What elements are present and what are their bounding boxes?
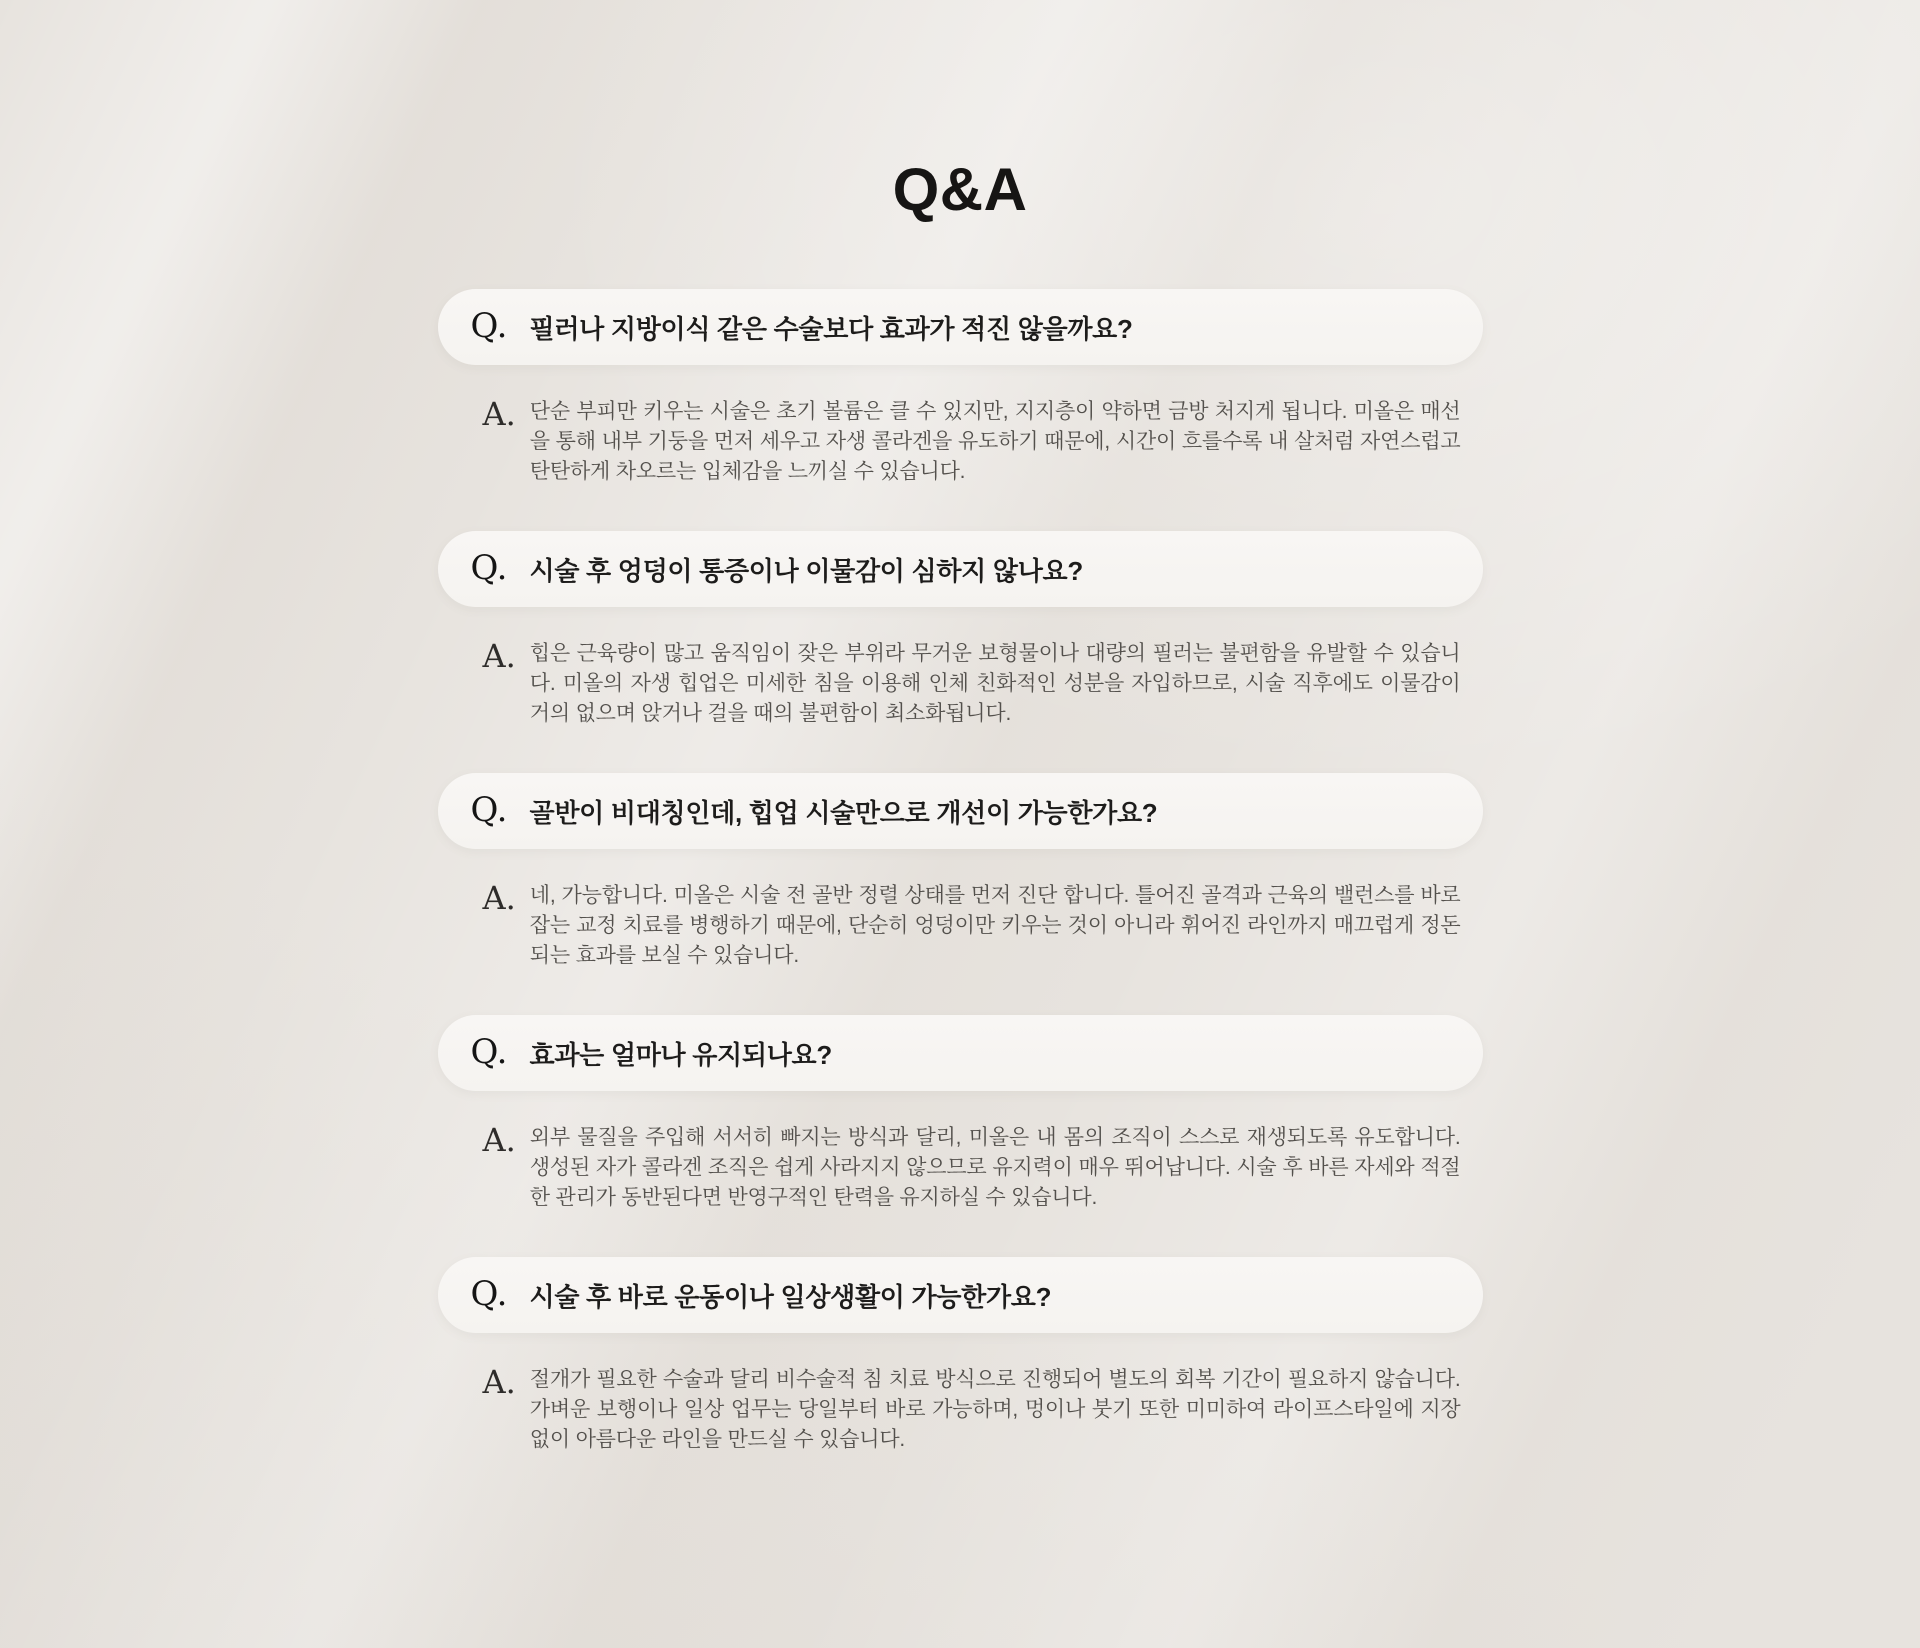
faq-item (438, 289, 1483, 487)
answer-row (438, 1365, 1483, 1455)
question-text: 시술 후 바로 운동이나 일상생활이 가능한가요? (529, 1281, 1052, 1312)
answer-text: 힙은 근육량이 많고 움직임이 잦은 부위라 무거운 보형물이나 대량의 필러는 불편함을 유발할 수 있습니다. 미올의 자생 힙업은 미세한 침을 이용해 인체 친화적인 성분을 자입하므로, 시술 직후에도 이물감이 거의 없으며 앉거나 걸을 때의 불편함이 최소화됩니다. (529, 642, 1461, 725)
question-pill (438, 531, 1483, 607)
answer-text: 절개가 필요한 수술과 달리 비수술적 침 치료 방식으로 진행되어 별도의 회복 기간이 필요하지 않습니다. 가벼운 보행이나 일상 업무는 당일부터 바로 가능하며, 멍이나 붓기 또한 미미하여 라이프스타일에 지장 없이 아름다운 라인을 만드실 수 있습니다. (529, 1368, 1461, 1451)
question-mark-label: Q. (470, 548, 508, 588)
faq-list (438, 289, 1483, 1455)
answer-mark-label: A. (482, 637, 516, 675)
answer-text: 외부 물질을 주입해 서서히 빠지는 방식과 달리, 미올은 내 몸의 조직이 스스로 재생되도록 유도합니다. 생성된 자가 콜라겐 조직은 쉽게 사라지지 않으므로 유지력이 매우 뛰어납니다. 시술 후 바른 자세와 적절한 관리가 동반된다면 반영구적인 탄력을 유지하실 수 있습니다. (529, 1126, 1461, 1209)
qa-content-column (438, 0, 1483, 1455)
question-pill (438, 1015, 1483, 1091)
answer-text: 단순 부피만 키우는 시술은 초기 볼륨은 클 수 있지만, 지지층이 약하면 금방 처지게 됩니다. 미올은 매선을 통해 내부 기둥을 먼저 세우고 자생 콜라겐을 유도하기 때문에, 시간이 흐를수록 내 살처럼 자연스럽고 탄탄하게 차오르는 입체감을 느끼실 수 있습니다. (529, 400, 1461, 483)
faq-item (438, 531, 1483, 729)
answer-text: 네, 가능합니다. 미올은 시술 전 골반 정렬 상태를 먼저 진단 합니다. 틀어진 골격과 근육의 밸런스를 바로잡는 교정 치료를 병행하기 때문에, 단순히 엉덩이만 키우는 것이 아니라 휘어진 라인까지 매끄럽게 정돈되는 효과를 보실 수 있습니다. (529, 884, 1461, 967)
question-text: 효과는 얼마나 유지되나요? (529, 1039, 832, 1070)
answer-row (438, 397, 1483, 487)
question-mark-label: Q. (470, 306, 508, 346)
answer-mark-label: A. (482, 1363, 516, 1401)
question-mark-label: Q. (470, 1032, 508, 1072)
answer-mark-label: A. (482, 1121, 516, 1159)
answer-mark-label: A. (482, 395, 516, 433)
answer-row (438, 639, 1483, 729)
answer-row (438, 1123, 1483, 1213)
answer-row (438, 881, 1483, 971)
faq-item (438, 1257, 1483, 1455)
question-mark-label: Q. (470, 790, 508, 830)
faq-item (438, 1015, 1483, 1213)
faq-item (438, 773, 1483, 971)
page-title: Q&A (892, 156, 1028, 223)
question-pill (438, 773, 1483, 849)
question-mark-label: Q. (470, 1274, 508, 1314)
question-pill (438, 289, 1483, 365)
question-text: 골반이 비대칭인데, 힙업 시술만으로 개선이 가능한가요? (529, 797, 1158, 828)
question-pill (438, 1257, 1483, 1333)
answer-mark-label: A. (482, 879, 516, 917)
question-text: 시술 후 엉덩이 통증이나 이물감이 심하지 않나요? (529, 555, 1083, 586)
question-text: 필러나 지방이식 같은 수술보다 효과가 적진 않을까요? (529, 313, 1133, 344)
